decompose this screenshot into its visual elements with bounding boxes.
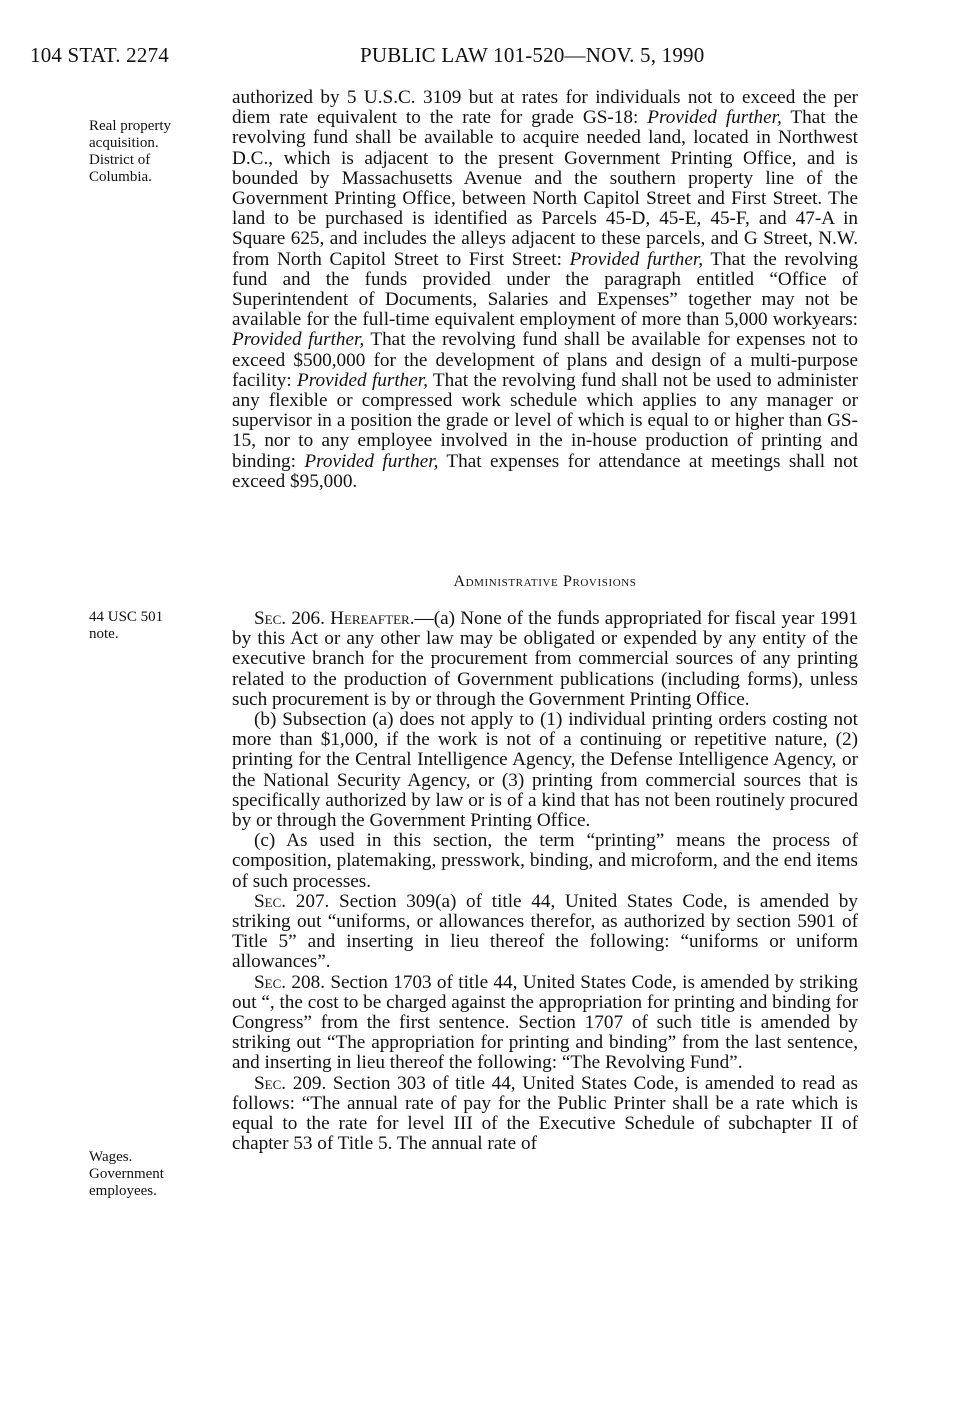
section-206-paragraph-b: (b) Subsection (a) does not apply to (1) individual printing orders costing not more than $1,000, if the work is not of a continuing or repetitive nature, (2) printing for the Central Intelligence Agency, the Defense Intelligence Agency, or the National Security Agency, or (3) printing from commercial sources that is specifically authorized by law or is of a kind that has not been routinely procured by or through the Government Printing Office.: [232, 709, 858, 832]
section-206-paragraph-c: (c) As used in this section, the term “printing” means the process of composition, platemaking, presswork, binding, and microform, and the end items of such processes.: [232, 830, 858, 892]
section-208-paragraph: [232, 973, 858, 1074]
provisions-block: [232, 609, 858, 1154]
text-run: That the revolving fund shall not be used to administer any flexible or compressed work schedule which applies to any manager or supervisor in a position the grade or level of which is equal to or higher than GS-15, nor to any employee involved in the in-house production of printing and binding:: [232, 369, 859, 472]
proviso-italic: Provided further,: [304, 450, 439, 472]
margin-note-usc: 44 USC 501 note.: [89, 609, 164, 642]
page-reference: 104 STAT. 2274: [30, 43, 169, 67]
text-run: Section 303 of title 44, United States Code, is amended to read as follows: “The annual rate of pay for the Public Printer shall be a rate which is equal to the rate for level III of the Executive Schedule of subchapter II of chapter 53 of Title 5. The annual rate of: [232, 1072, 858, 1155]
section-label: Sec. 207.: [254, 890, 330, 912]
page-title: PUBLIC LAW 101-520—NOV. 5, 1990: [360, 43, 705, 67]
top-text-block: [232, 88, 858, 492]
text-run: —(a) None of the funds appropriated for fiscal year 1991 by this Act or any other law may be obligated or expended by any entity of the executive branch for the procurement from commercial sources of any printing related to the production of Government publications (including forms), unless such procurement is by or through the Government Printing Office.: [232, 608, 858, 710]
text-run: authorized by 5 U.S.C. 3109 but at rates for individuals not to exceed the per diem rate equivalent to the rate for grade GS-18:: [232, 87, 858, 129]
page-header: [30, 43, 930, 73]
text-run: Section 309(a) of title 44, United States Code, is amended by striking out “uniforms, or allowances therefor, as authorized by section 5901 of Title 5” and inserting in lieu thereof the following: “uniforms or uniform allowances”.: [232, 890, 858, 973]
text-run: That the revolving fund shall be available to acquire needed land, located in Northwest D.C., which is adjacent to the present Government Printing Office, and is bounded by Massachusetts Avenue and the southern property line of the Government Printing Office, between North Capitol Street and First Street. The land to be purchased is identified as Parcels 45-D, 45-E, 45-F, and 47-A in Square 625, and includes the alleys adjacent to these parcels, and G Street, N.W. from North Capitol Street to First Street:: [232, 107, 858, 270]
margin-note-real-property: Real property acquisition. District of Columbia.: [89, 118, 172, 185]
section-209-paragraph: [232, 1074, 858, 1155]
text-run: That expenses for attendance at meetings shall not exceed $95,000.: [232, 450, 858, 492]
section-206-paragraph-a: [232, 609, 858, 710]
text-run: That the revolving fund shall be available for expenses not to exceed $500,000 for the development of plans and design of a multi-purpose facility:: [232, 329, 858, 391]
section-label: Sec. 209.: [254, 1072, 327, 1094]
proviso-italic: Provided further,: [297, 369, 428, 391]
text-run: Section 1703 of title 44, United States Code, is amended by striking out “, the cost to be charged against the appropriation for printing and binding for Congress” from the first sentence. Section 1707 of such title is amended by striking out “The appropriation for printing and binding” from the last sentence, and inserting in lieu thereof the following: “The Revolving Fund”.: [232, 971, 858, 1074]
proviso-italic: Provided further,: [647, 107, 782, 129]
margin-note-wages: Wages. Government employees.: [89, 1149, 164, 1199]
section-label: Sec. 208.: [254, 971, 325, 993]
section-207-paragraph: [232, 892, 858, 973]
section-heading: Administrative Provisions: [453, 573, 637, 590]
section-label: Sec. 206. Hereafter.: [254, 608, 415, 629]
text-run: That the revolving fund and the funds provided under the paragraph entitled “Office of Superintendent of Documents, Salaries and Expenses” together may not be available for the full-time equivalent employment of more than 5,000 workyears:: [232, 248, 858, 331]
proviso-italic: Provided further,: [569, 248, 703, 270]
continuation-paragraph: [232, 88, 858, 492]
proviso-italic: Provided further,: [232, 329, 365, 351]
